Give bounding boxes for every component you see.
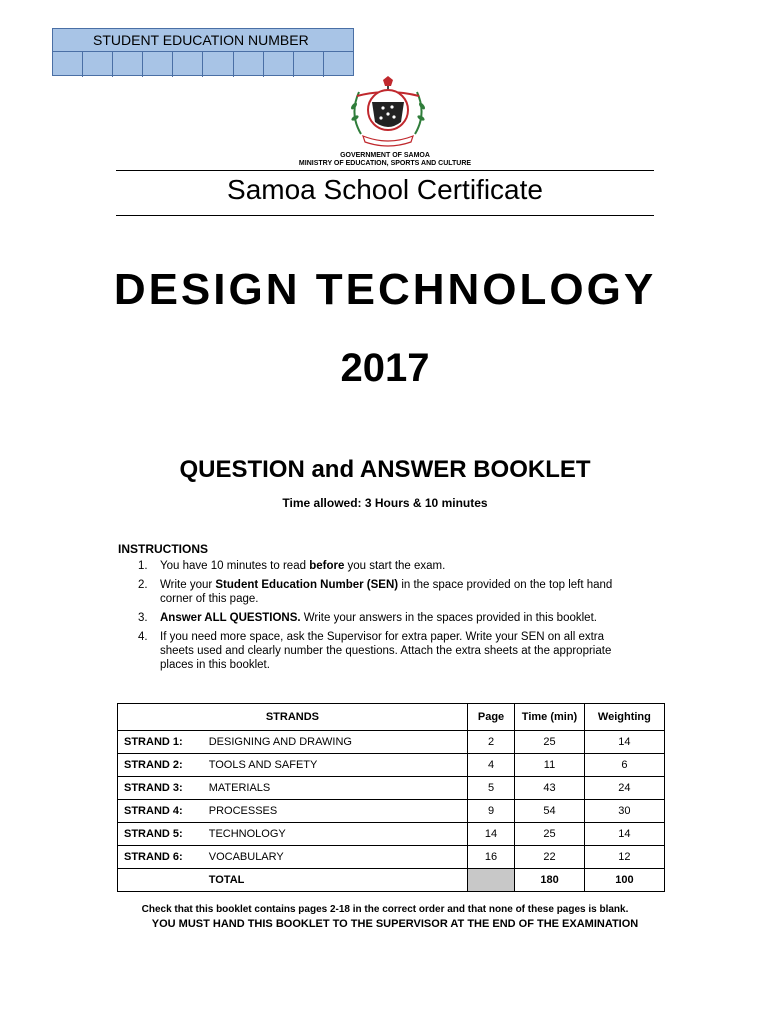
check-notice: Check that this booklet contains pages 2-18 in the correct order and that none of these pages is blank. [141,904,629,915]
header-strands: STRANDS [118,704,468,731]
divider [116,215,654,216]
sen-cell[interactable] [264,52,294,77]
certificate-title: Samoa School Certificate [227,174,543,205]
time-allowed: Time allowed: 3 Hours & 10 minutes [282,496,488,510]
sen-cells [53,52,353,77]
instruction-item: 1. You have 10 minutes to read before you start the exam. [138,560,446,572]
total-weight: 100 [584,869,664,892]
header-time: Time (min) [515,704,585,731]
sen-cell[interactable] [173,52,203,77]
table-header-row [118,704,665,731]
sen-cell[interactable] [203,52,233,77]
divider [116,170,654,171]
sen-cell[interactable] [294,52,324,77]
booklet-title: QUESTION and ANSWER BOOKLET [179,456,591,483]
samoa-emblem-icon [343,74,433,150]
instruction-item: 2. Write your Student Education Number (SEN) in the space provided on the top left hand corner of this page. [138,579,613,605]
sen-cell[interactable] [234,52,264,77]
instructions-heading: INSTRUCTIONS [118,542,208,556]
header-page: Page [467,704,514,731]
instruction-item: 4. If you need more space, ask the Supervisor for extra paper. Write your SEN on all extra sheets used and clearly number the questions. Attach the extra sheets at the appropriate places in this booklet. [138,631,612,671]
table-total-row [118,869,665,892]
sen-label: STUDENT EDUCATION NUMBER [53,29,353,52]
instruction-item: 3. Answer ALL QUESTIONS. Write your answers in the spaces provided in this booklet. [138,612,597,624]
header-weighting: Weighting [584,704,664,731]
sen-cell[interactable] [53,52,83,77]
total-page-shaded [467,869,514,892]
sen-cell[interactable] [113,52,143,77]
hand-in-notice: YOU MUST HAND THIS BOOKLET TO THE SUPERVISOR AT THE END OF THE EXAMINATION [151,918,639,930]
ministry-text: MINISTRY OF EDUCATION, SPORTS AND CULTURE [298,160,472,167]
instructions-list [138,559,638,677]
exam-year: 2017 [340,346,430,390]
gov-text: GOVERNMENT OF SAMOA [340,152,430,159]
table-row: STRAND 4: PROCESSES 9 54 30 [118,800,665,823]
table-row: STRAND 5: TECHNOLOGY 14 25 14 [118,823,665,846]
table-row: STRAND 1: DESIGNING AND DRAWING 2 25 14 [118,731,665,754]
total-time: 180 [515,869,585,892]
strands-table [117,703,665,892]
table-row: STRAND 6: VOCABULARY 16 22 12 [118,846,665,869]
sen-cell[interactable] [83,52,113,77]
table-row: STRAND 2: TOOLS AND SAFETY 4 11 6 [118,754,665,777]
sen-cell[interactable] [143,52,173,77]
table-row: STRAND 3: MATERIALS 5 43 24 [118,777,665,800]
subject-title: DESIGN TECHNOLOGY [113,265,657,314]
total-label: TOTAL [209,869,468,892]
sen-box [52,28,354,76]
